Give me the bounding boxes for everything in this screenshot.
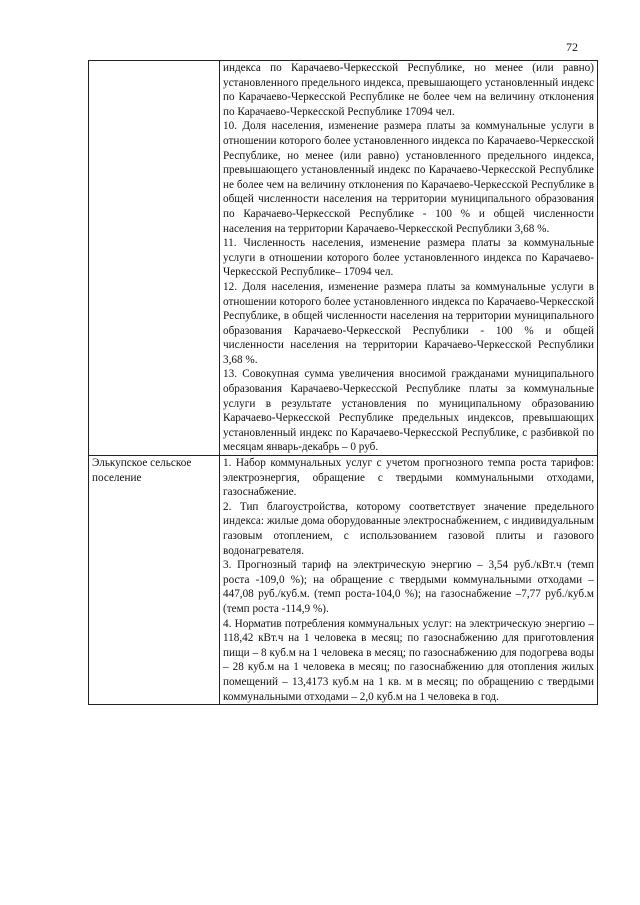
table-row (89, 61, 598, 456)
paragraph: 2. Тип благоустройства, которому соответствует значение предельного индекса: жилые дома оборудованные электроснабжением, с индивидуальным газовым отоплением, с использованием газовой плиты и газового водонагревателя. (223, 500, 594, 557)
description-cell (220, 456, 598, 705)
municipality-name-cell (89, 61, 220, 456)
table-row (89, 456, 598, 705)
description-cell (220, 61, 598, 456)
page-number: 72 (566, 40, 578, 54)
municipality-name-cell: Элькупское сельское поселение (89, 456, 220, 705)
paragraph: 12. Доля населения, изменение размера платы за коммунальные услуги в отношении которого более установленного индекса по Карачаево-Черкесской Республике, в общей численности населения на территории муниципального образования Карачаево-Черкесской Республики - 100 % и общей численности населения на территории Карачаево-Черкесской Республики 3,68 %. (223, 280, 594, 366)
paragraph: 11. Численность населения, изменение размера платы за коммунальные услуги в отношении которого более установленного индекса по Карачаево-Черкесской Республике– 17094 чел. (223, 237, 594, 279)
indices-table (88, 60, 598, 705)
paragraph: 1. Набор коммунальных услуг с учетом прогнозного темпа роста тарифов: электроэнергия, обращение с твердыми коммунальными отходами, газоснабжение. (223, 457, 594, 499)
paragraph: 3. Прогнозный тариф на электрическую энергию – 3,54 руб./кВт.ч (темп роста -109,0 %); на обращение с твердыми коммунальными отходами – 447,08 руб./куб.м. (темп роста-104,0 %); на газоснабжение –7,77 руб./куб.м (темп роста -114,9 %). (223, 559, 594, 615)
paragraph: индекса по Карачаево-Черкесской Республике, но менее (или равно) установленного предельного индекса, превышающего установленный индекс по Карачаево-Черкесской Республике не более чем на величину отклонения по Карачаево-Черкесской Республике 17094 чел. (223, 62, 594, 118)
paragraph: 13. Совокупная сумма увеличения вносимой гражданами муниципального образования Карачаево-Черкесской Республике платы за коммунальные услуги в результате установления по муниципальному образованию Карачаево-Черкесской Республике предельных индексов, превышающих установленный индекс по Карачаево-Черкесской Республике, с разбивкой по месяцам январь-декабрь – 0 руб. (223, 368, 594, 454)
paragraph: 4. Норматив потребления коммунальных услуг: на электрическую энергию – 118,42 кВт.ч на 1 человека в месяц; по газоснабжению для приготовления пищи – 8 куб.м на 1 человека в месяц; по газоснабжению для подогрева воды – 28 куб.м на 1 человека в месяц; по газоснабжению для отопления жилых помещений – 13,4173 куб.м на 1 кв. м в месяц; по обращению с твердыми коммунальными отходами – 2,0 куб.м на 1 человека в год. (223, 617, 594, 703)
paragraph: 10. Доля населения, изменение размера платы за коммунальные услуги в отношении которого более установленного индекса по Карачаево-Черкесской Республике, но менее (или равно) установленного предельного индекса, превышающего установленный индекс по Карачаево-Черкесской Республике не более чем на величину отклонения по Карачаево-Черкесской Республике в общей численности населения на территории муниципального образования по Карачаево-Черкесской Республике - 100 % и общей численности населения на территории Карачаево-Черкесской Республики 3,68 %. (223, 120, 594, 235)
